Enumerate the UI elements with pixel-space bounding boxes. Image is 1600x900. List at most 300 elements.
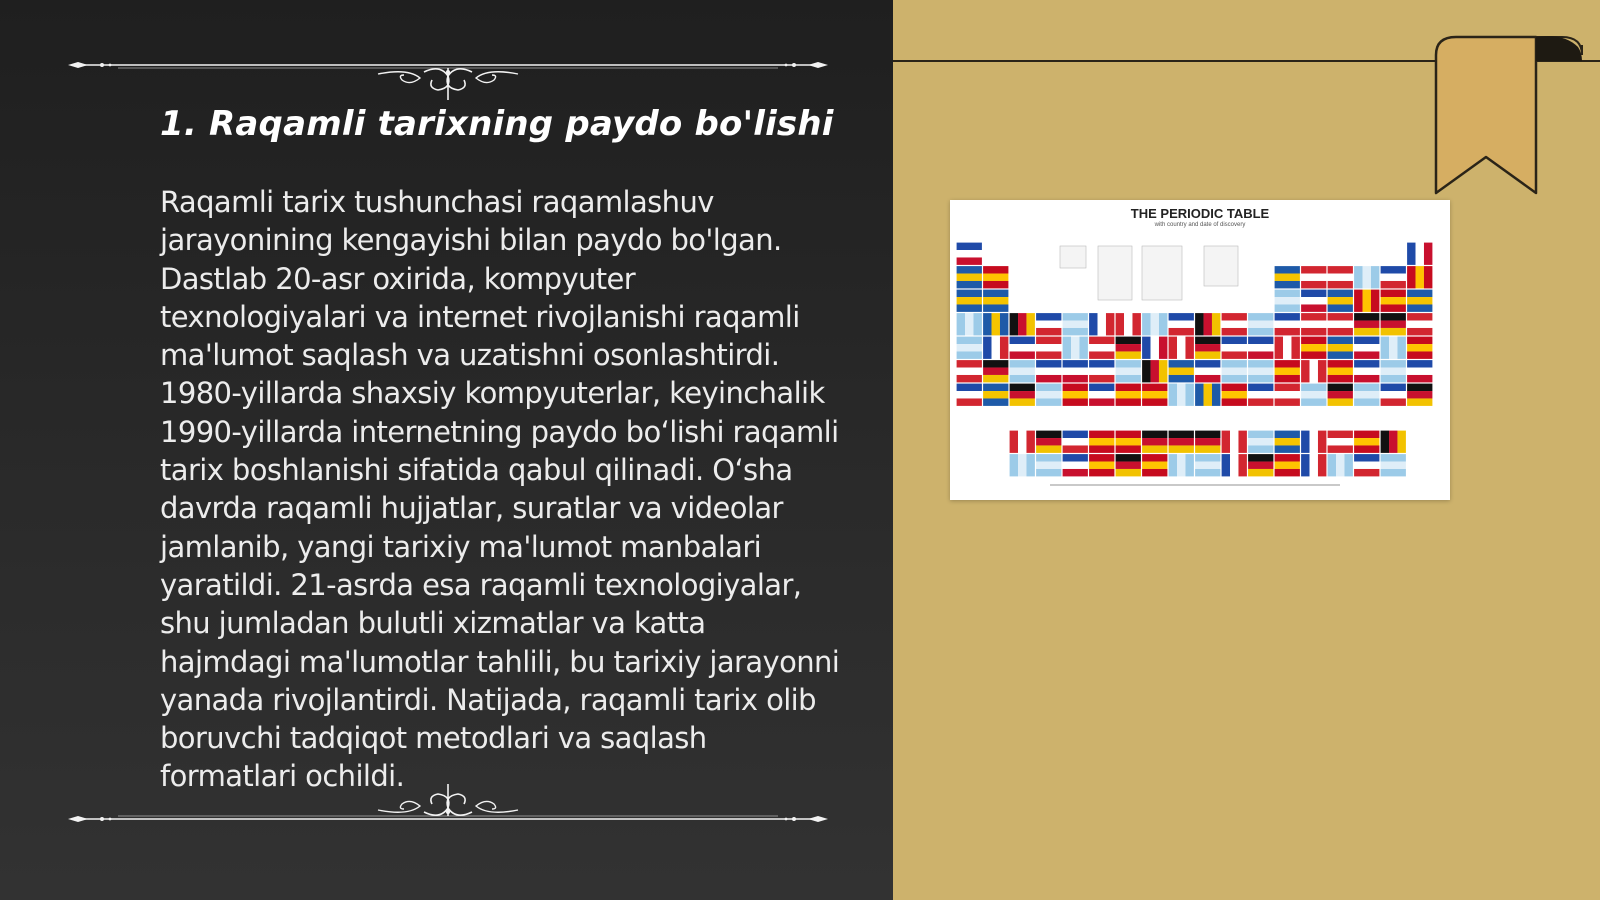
element-tile [1026, 454, 1034, 476]
element-tile [1089, 313, 1097, 335]
element-tile [1169, 368, 1194, 375]
element-tile [1177, 384, 1185, 406]
element-tile [1116, 391, 1141, 398]
element-tile [1301, 351, 1326, 358]
element-tile [1063, 384, 1088, 391]
element-tile [1381, 469, 1406, 476]
element-tile [1195, 384, 1203, 406]
element-tile [1381, 384, 1406, 391]
element-tile [1063, 337, 1071, 359]
element-tile [983, 266, 1008, 273]
element-tile [1063, 462, 1088, 469]
element-tile [1132, 313, 1140, 335]
element-tile [1142, 454, 1167, 461]
element-tile [1142, 445, 1167, 452]
element-tile [1063, 469, 1088, 476]
element-tile [1310, 454, 1318, 476]
element-tile [1344, 454, 1352, 476]
element-tile [1328, 375, 1353, 382]
element-tile [1036, 313, 1061, 320]
element-tile [1381, 266, 1406, 273]
element-tile [1354, 445, 1379, 452]
element-tile [1222, 384, 1247, 391]
element-tile [1010, 375, 1035, 382]
element-tile [983, 304, 1008, 311]
element-tile [1169, 384, 1177, 406]
element-tile [1063, 398, 1088, 405]
element-tile [983, 391, 1008, 398]
element-tile [1151, 360, 1159, 382]
element-tile [957, 398, 982, 405]
element-tile [1248, 431, 1273, 438]
element-tile [1248, 351, 1273, 358]
element-tile [1169, 328, 1194, 335]
element-tile [1063, 391, 1088, 398]
element-tile [1238, 431, 1246, 453]
element-tile [1116, 337, 1141, 344]
element-tile [1407, 384, 1432, 391]
element-tile [1063, 454, 1088, 461]
element-tile [1106, 313, 1114, 335]
element-tile [1036, 375, 1061, 382]
element-tile [1407, 375, 1432, 382]
element-tile [1328, 274, 1353, 281]
element-tile [1063, 321, 1088, 328]
element-tile [973, 313, 981, 335]
element-tile [1089, 445, 1114, 452]
element-tile [1222, 391, 1247, 398]
element-tile [1010, 391, 1035, 398]
element-tile [1195, 360, 1220, 367]
legend-box [1204, 246, 1238, 286]
element-tile [1116, 445, 1141, 452]
element-tile [1301, 266, 1326, 273]
element-tile [1397, 337, 1405, 359]
element-tile [1248, 321, 1273, 328]
element-tile [1407, 391, 1432, 398]
element-tile [957, 297, 982, 304]
element-tile [983, 384, 1008, 391]
element-tile [1222, 337, 1247, 344]
element-tile [1036, 431, 1061, 438]
element-tile [1195, 438, 1220, 445]
element-tile [1301, 391, 1326, 398]
element-tile [1389, 337, 1397, 359]
element-tile [1328, 337, 1353, 344]
element-tile [1222, 398, 1247, 405]
element-tile [1275, 266, 1300, 273]
element-tile [1301, 274, 1326, 281]
periodic-table-graphic [950, 200, 1450, 500]
element-tile [1159, 337, 1167, 359]
element-tile [965, 313, 973, 335]
element-tile [1089, 337, 1114, 344]
element-tile [1407, 351, 1432, 358]
element-tile [1089, 360, 1114, 367]
element-tile [983, 290, 1008, 297]
element-tile [1195, 375, 1220, 382]
element-tile [1195, 337, 1220, 344]
element-tile [1010, 398, 1035, 405]
element-tile [1301, 384, 1326, 391]
element-tile [1142, 469, 1167, 476]
element-tile [1063, 445, 1088, 452]
element-tile [1018, 431, 1026, 453]
element-tile [1407, 266, 1415, 288]
element-tile [1063, 360, 1088, 367]
element-tile [1089, 454, 1114, 461]
element-tile [1381, 274, 1406, 281]
element-tile [1354, 398, 1379, 405]
element-tile [1098, 313, 1106, 335]
element-tile [1195, 445, 1220, 452]
element-tile [1381, 313, 1406, 320]
element-tile [1328, 304, 1353, 311]
element-tile [1275, 469, 1300, 476]
element-tile [1230, 454, 1238, 476]
element-tile [1222, 368, 1247, 375]
slide-body-text: Raqamli tarix tushunchasi raqamlashuv jarayonining kengayishi bilan paydo bo'lgan. Dastlab 20-asr oxirida, kompyuter texnologiyalari va internet rivojlanishi raqamli ma'lumot saqlash va uzatishni osonlashtirdi. 1980-yillarda shaxsiy kompyuterlar, keyinchalik 1990-yillarda internetning paydo bo‘lishi raqamli tarix boshlanishi sifatida qabul qilinadi. O‘sha davrda raqamli hujjatlar, suratlar va videolar jamlanib, yangi tarixiy ma'lumot manbalari yaratildi. 21-asrda esa raqamli texnologiyalar, shu jumladan bulutli xizmatlar va katta hajmdagi ma'lumotlar tahlili, bu tarixiy jarayonni yanada rivojlantirdi. Natijada, raqamli tarix olib boruvchi tadqiqot metodlari va saqlash formatlari ochildi. [160, 185, 840, 794]
element-tile [1354, 454, 1379, 461]
element-tile [1036, 398, 1061, 405]
element-tile [1036, 328, 1061, 335]
element-tile [1063, 375, 1088, 382]
element-tile [1026, 313, 1034, 335]
element-tile [1275, 313, 1300, 320]
element-tile [1169, 375, 1194, 382]
element-tile [1124, 313, 1132, 335]
element-tile [1169, 454, 1177, 476]
element-tile [1185, 337, 1193, 359]
element-tile [1248, 368, 1273, 375]
element-tile [957, 368, 982, 375]
element-tile [1275, 337, 1283, 359]
element-tile [1036, 454, 1061, 461]
element-tile [1151, 313, 1159, 335]
element-tile [1328, 431, 1353, 438]
element-tile [1063, 368, 1088, 375]
element-tile [1151, 337, 1159, 359]
element-tile [1089, 462, 1114, 469]
element-tile [1169, 321, 1194, 328]
element-tile [1089, 431, 1114, 438]
element-tile [1195, 313, 1203, 335]
element-tile [1381, 462, 1406, 469]
element-tile [1089, 469, 1114, 476]
element-tile [1248, 384, 1273, 391]
element-tile [1275, 368, 1300, 375]
element-tile [1424, 243, 1432, 265]
element-tile [1389, 431, 1397, 453]
element-tile [1381, 375, 1406, 382]
element-tile [1275, 462, 1300, 469]
element-tile [1063, 313, 1088, 320]
element-tile [1407, 328, 1432, 335]
element-tile [1142, 431, 1167, 438]
element-tile [1089, 368, 1114, 375]
element-tile [1010, 384, 1035, 391]
element-tile [1328, 351, 1353, 358]
element-tile [1036, 351, 1061, 358]
element-tile [1195, 431, 1220, 438]
element-tile [1301, 328, 1326, 335]
element-tile [957, 313, 965, 335]
element-tile [1310, 360, 1318, 382]
footnote-line [1050, 484, 1340, 486]
element-tile [1381, 290, 1406, 297]
element-tile [1328, 398, 1353, 405]
legend-box [1060, 246, 1086, 268]
element-tile [1195, 462, 1220, 469]
element-tile [1036, 462, 1061, 469]
element-tile [1169, 360, 1194, 367]
element-tile [1407, 360, 1432, 367]
element-tile [1195, 368, 1220, 375]
element-tile [1169, 313, 1194, 320]
element-tile [1301, 337, 1326, 344]
element-tile [957, 337, 982, 344]
element-tile [1381, 337, 1389, 359]
element-tile [1407, 398, 1432, 405]
element-tile [1381, 360, 1406, 367]
element-tile [1212, 384, 1220, 406]
element-tile [1407, 304, 1432, 311]
element-tile [1010, 313, 1018, 335]
element-tile [1407, 297, 1432, 304]
element-tile [1036, 360, 1061, 367]
element-tile [1381, 431, 1389, 453]
element-tile [1283, 337, 1291, 359]
ornament-top [68, 42, 828, 112]
element-tile [1354, 360, 1379, 367]
element-tile [1195, 454, 1220, 461]
element-tile [1010, 360, 1035, 367]
element-tile [1328, 368, 1353, 375]
element-tile [1381, 297, 1406, 304]
element-tile [983, 313, 991, 335]
element-tile [1363, 290, 1371, 312]
element-tile [1407, 321, 1432, 328]
element-tile [1089, 438, 1114, 445]
element-tile [1036, 321, 1061, 328]
element-tile [1036, 384, 1061, 391]
element-tile [1381, 391, 1406, 398]
element-tile [957, 384, 982, 391]
element-tile [1079, 337, 1087, 359]
element-tile [1275, 274, 1300, 281]
element-tile [1291, 337, 1299, 359]
element-tile [1116, 438, 1141, 445]
element-tile [1275, 454, 1300, 461]
element-tile [1301, 321, 1326, 328]
element-tile [1248, 462, 1273, 469]
element-tile [1354, 384, 1379, 391]
element-tile [1142, 313, 1150, 335]
element-tile [1354, 391, 1379, 398]
element-tile [1275, 304, 1300, 311]
element-tile [1275, 375, 1300, 382]
element-tile [957, 344, 982, 351]
element-tile [1328, 384, 1353, 391]
element-tile [1275, 431, 1300, 438]
element-tile [1248, 438, 1273, 445]
element-tile [1381, 304, 1406, 311]
element-tile [1275, 398, 1300, 405]
element-tile [1116, 469, 1141, 476]
element-tile [1301, 344, 1326, 351]
element-tile [1018, 454, 1026, 476]
element-tile [1248, 398, 1273, 405]
element-tile [957, 257, 982, 264]
element-tile [1089, 351, 1114, 358]
element-tile [1185, 454, 1193, 476]
element-tile [1336, 454, 1344, 476]
element-tile [1301, 290, 1326, 297]
element-tile [1212, 313, 1220, 335]
element-tile [1301, 281, 1326, 288]
element-tile [957, 281, 982, 288]
element-tile [1354, 313, 1379, 320]
element-tile [1318, 431, 1326, 453]
element-tile [1354, 368, 1379, 375]
element-tile [1328, 328, 1353, 335]
element-tile [1089, 384, 1114, 391]
element-tile [1142, 337, 1150, 359]
element-tile [1354, 328, 1379, 335]
element-tile [1063, 438, 1088, 445]
element-tile [1010, 344, 1035, 351]
element-tile [1116, 384, 1141, 391]
element-tile [1354, 351, 1379, 358]
element-tile [1089, 375, 1114, 382]
element-tile [1354, 462, 1379, 469]
element-tile [1416, 243, 1424, 265]
element-tile [1407, 337, 1432, 344]
element-tile [1328, 266, 1353, 273]
element-tile [1195, 344, 1220, 351]
element-tile [1407, 313, 1432, 320]
element-tile [1275, 445, 1300, 452]
element-tile [1222, 351, 1247, 358]
element-tile [1222, 431, 1230, 453]
element-tile [1222, 454, 1230, 476]
element-tile [1248, 391, 1273, 398]
element-tile [1248, 469, 1273, 476]
element-tile [1328, 321, 1353, 328]
element-tile [1142, 360, 1150, 382]
element-tile [1116, 431, 1141, 438]
element-tile [1248, 313, 1273, 320]
element-tile [1010, 431, 1018, 453]
element-tile [1397, 431, 1405, 453]
element-tile [1328, 290, 1353, 297]
element-tile [1018, 313, 1026, 335]
element-tile [1010, 337, 1035, 344]
element-tile [1354, 375, 1379, 382]
element-tile [1381, 321, 1406, 328]
element-tile [1195, 469, 1220, 476]
element-tile [1116, 313, 1124, 335]
element-tile [1407, 344, 1432, 351]
element-tile [1036, 438, 1061, 445]
element-tile [983, 281, 1008, 288]
element-tile [1328, 344, 1353, 351]
periodic-table-title: THE PERIODIC TABLE [1130, 206, 1270, 221]
element-tile [1328, 360, 1353, 367]
element-tile [1301, 398, 1326, 405]
element-tile [957, 304, 982, 311]
element-tile [983, 375, 1008, 382]
element-tile [1328, 391, 1353, 398]
element-tile [1363, 266, 1371, 288]
element-tile [1328, 313, 1353, 320]
element-tile [1354, 321, 1379, 328]
element-tile [1142, 398, 1167, 405]
periodic-table-subtitle: with country and date of discovery [1154, 222, 1246, 228]
element-tile [1301, 297, 1326, 304]
element-tile [1354, 344, 1379, 351]
element-tile [1238, 454, 1246, 476]
element-tile [983, 297, 1008, 304]
element-tile [983, 337, 991, 359]
element-tile [1116, 375, 1141, 382]
element-tile [1328, 445, 1353, 452]
element-tile [1371, 266, 1379, 288]
element-tile [1116, 344, 1141, 351]
element-tile [1142, 438, 1167, 445]
element-tile [1036, 445, 1061, 452]
element-tile [983, 360, 1008, 367]
element-tile [1381, 281, 1406, 288]
element-tile [1169, 337, 1177, 359]
element-tile [1328, 438, 1353, 445]
element-tile [1222, 313, 1247, 320]
element-tile [1275, 391, 1300, 398]
element-tile [1026, 431, 1034, 453]
element-tile [1354, 266, 1362, 288]
element-tile [1177, 454, 1185, 476]
legend-box [1142, 246, 1182, 300]
element-tile [1222, 344, 1247, 351]
element-tile [957, 290, 982, 297]
element-tile [1116, 462, 1141, 469]
element-tile [1222, 328, 1247, 335]
element-tile [1177, 337, 1185, 359]
element-tile [1328, 297, 1353, 304]
element-tile [1318, 454, 1326, 476]
element-tile [1036, 344, 1061, 351]
element-tile [957, 266, 982, 273]
element-tile [1159, 360, 1167, 382]
element-tile [1310, 431, 1318, 453]
element-tile [1089, 344, 1114, 351]
element-tile [1036, 391, 1061, 398]
element-tile [1204, 384, 1212, 406]
element-tile [1381, 454, 1406, 461]
element-tile [1328, 281, 1353, 288]
element-tile [1230, 431, 1238, 453]
element-tile [1318, 360, 1326, 382]
element-tile [1248, 445, 1273, 452]
element-tile [1222, 375, 1247, 382]
element-tile [1248, 337, 1273, 344]
element-tile [1116, 351, 1141, 358]
element-tile [983, 398, 1008, 405]
element-tile [1000, 337, 1008, 359]
element-tile [1071, 337, 1079, 359]
element-tile [1169, 438, 1194, 445]
element-tile [983, 274, 1008, 281]
